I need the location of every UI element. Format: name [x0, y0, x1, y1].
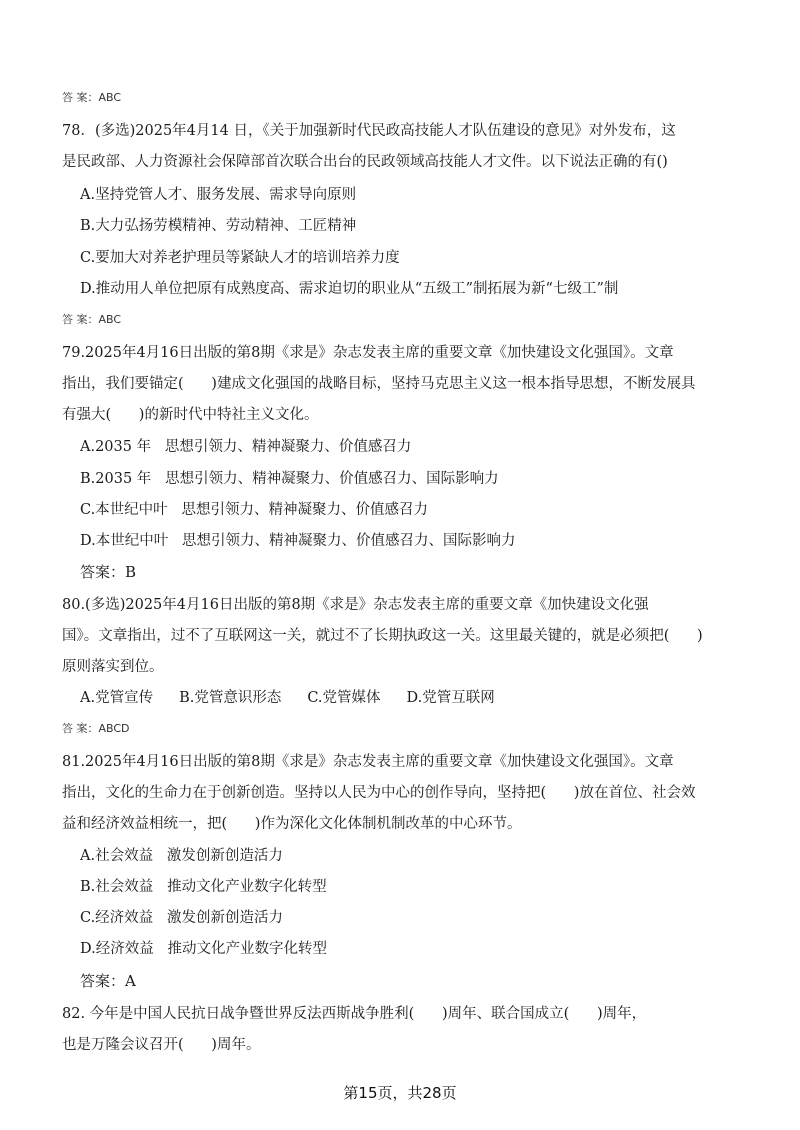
question-79-line3: 有强大( )的新时代中特社主义文化。 — [62, 407, 319, 423]
question-81-option-b: B.社会效益 推动文化产业数字化转型 — [80, 879, 327, 895]
question-78-option-a: A.坚持党管人才、服务发展、需求导向原则 — [80, 187, 357, 203]
question-81-option-d: D.经济效益 推动文化产业数字化转型 — [80, 941, 328, 957]
question-81-line1: 81.2025年4月16日出版的第8期《求是》杂志发表主席的重要文章《加快建设文化强国》。文章 — [62, 754, 674, 770]
answer-79: 答案：B — [80, 563, 137, 581]
question-78-line1: 78．(多选)2025年4月14 日，《关于加强新时代民政高技能人才队伍建设的意见》对外发布，这 — [62, 123, 676, 139]
question-79-option-b: B.2035 年 思想引领力、精神凝聚力、价值感召力、国际影响力 — [80, 471, 499, 487]
question-81-option-a: A.社会效益 激发创新创造活力 — [80, 848, 283, 864]
question-82-line1: 82. 今年是中国人民抗日战争暨世界反法西斯战争胜利( )周年、联合国成立( )周年， — [62, 1006, 647, 1022]
question-80-line2: 国》。文章指出，过不了互联网这一关，就过不了长期执政这一关。这里最关键的，就是必须把( ) — [62, 628, 703, 644]
question-79-line2: 指出，我们要锚定( )建成文化强国的战略目标，坚持马克思主义这一根本指导思想，不断发展具 — [62, 376, 696, 392]
question-78-line2: 是民政部、人力资源社会保障部首次联合出台的民政领域高技能人才文件。以下说法正确的有() — [62, 154, 668, 170]
question-80-options — [80, 688, 521, 708]
question-78-option-d: D.推动用人单位把原有成熟度高、需求迫切的职业从“五级工”制拓展为新“七级工”制 — [80, 281, 619, 297]
answer-78: 答 案：ABC — [62, 313, 122, 326]
question-81-option-c: C.经济效益 激发创新创造活力 — [80, 910, 284, 926]
question-81-line3: 益和经济效益相统一，把( )作为深化文化体制机制改革的中心环节。 — [62, 816, 522, 832]
question-81-line2: 指出，文化的生命力在于创新创造。坚持以人民为中心的创作导向，坚持把( )放在首位、社会效 — [62, 785, 696, 801]
question-79-line1: 79.2025年4月16日出版的第8期《求是》杂志发表主席的重要文章《加快建设文化强国》。文章 — [62, 345, 674, 361]
page-number-footer: 第15页，共28页 — [343, 1084, 457, 1102]
question-79-option-a: A.2035 年 思想引领力、精神凝聚力、价值感召力 — [80, 439, 412, 455]
question-80-line3: 原则落实到位。 — [62, 659, 164, 675]
answer-80: 答 案：ABCD — [62, 722, 130, 735]
question-80-line1: 80.(多选)2025年4月16日出版的第8期《求是》杂志发表主席的重要文章《加快建设文化强 — [62, 597, 649, 613]
question-78-option-b: B.大力弘扬劳模精神、劳动精神、工匠精神 — [80, 218, 357, 234]
question-82-line2: 也是万隆会议召开( )周年。 — [62, 1037, 261, 1053]
question-80-option-b: B.党管意识形态 — [179, 690, 282, 706]
question-78-option-c: C.要加大对养老护理员等紧缺人才的培训培养力度 — [80, 250, 400, 266]
question-79-option-c: C.本世纪中叶 思想引领力、精神凝聚力、价值感召力 — [80, 502, 429, 518]
answer-81: 答案：A — [80, 972, 136, 990]
question-80-option-d: D.党管互联网 — [406, 690, 495, 706]
question-80-option-c: C.党管媒体 — [307, 690, 381, 706]
answer-77: 答 案：ABC — [62, 91, 122, 104]
question-79-option-d: D.本世纪中叶 思想引领力、精神凝聚力、价值感召力、国际影响力 — [80, 533, 516, 549]
question-80-option-a: A.党管宣传 — [80, 690, 154, 706]
